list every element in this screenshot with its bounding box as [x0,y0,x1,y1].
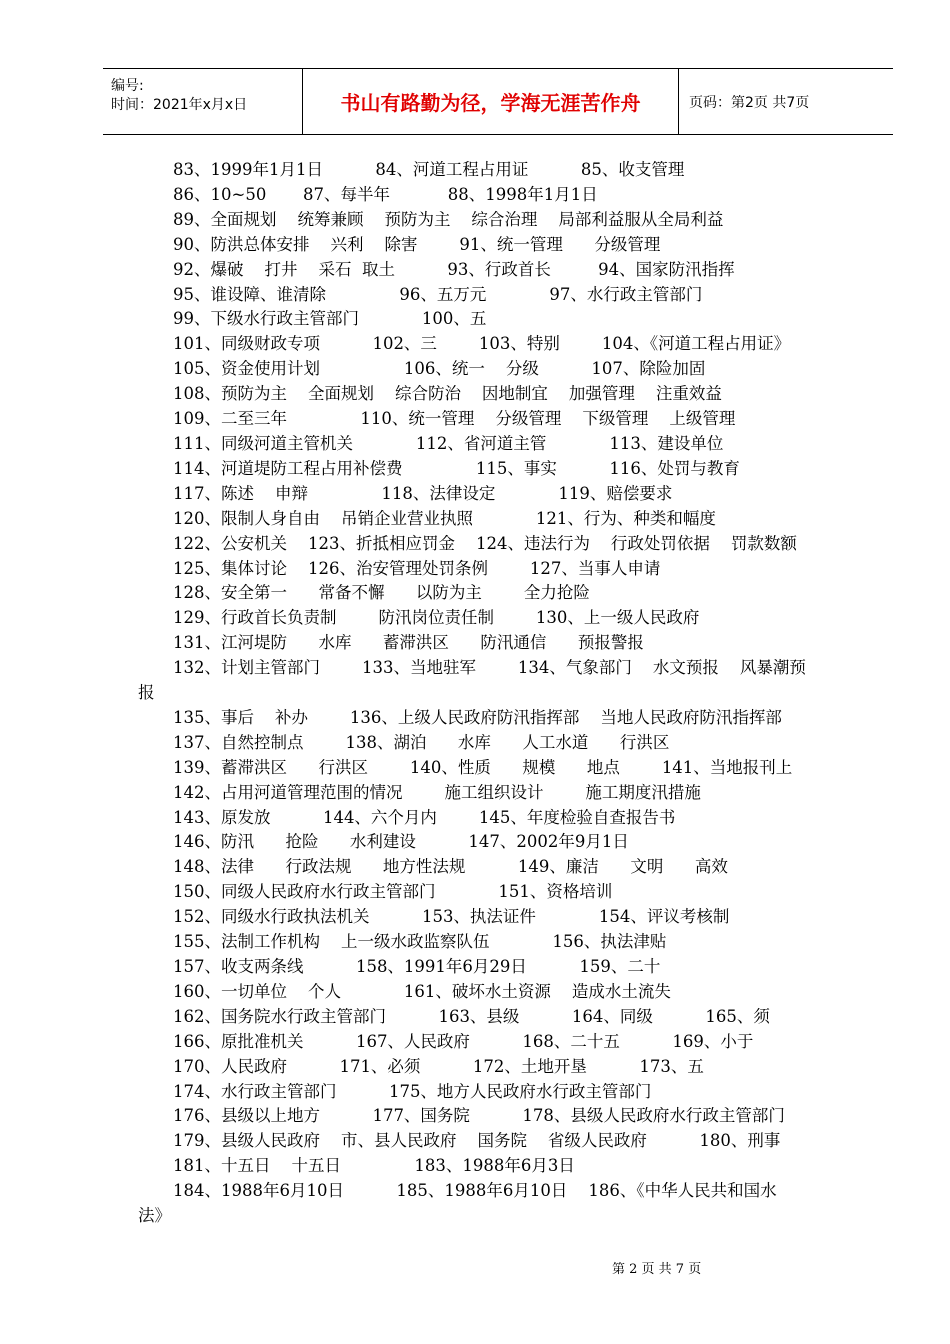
page-footer: 第 2 页 共 7 页 [612,1262,702,1277]
number-label: 编号: [111,78,144,94]
answer-line: 146、防汛 抢险 水利建设 147、2002年9月1日 [173,832,629,852]
answer-line: 170、人民政府 171、必须 172、土地开垦 173、五 [173,1056,704,1076]
motto: 书山有路勤为径，学海无涯苦作舟 [303,69,679,134]
answer-line: 157、收支两条线 158、1991年6月29日 159、二十 [173,957,661,976]
answer-line: 111、同级河道主管机关 112、省河道主管 113、建设单位 [173,433,724,453]
answer-line: 143、原发放 144、六个月内 145、年度检验自查报告书 [173,807,676,827]
answer-line: 105、资金使用计划 106、统一 分级 107、除险加固 [173,359,706,379]
answer-line: 148、法律 行政法规 地方性法规 149、廉洁 文明 高效 [173,857,728,877]
answer-line: 120、限制人身自由 吊销企业营业执照 121、行为、种类和幅度 [173,508,716,528]
answer-line: 162、国务院水行政主管部门 163、县级 164、同级 165、须 [173,1006,770,1026]
answer-line: 139、蓄滞洪区 行洪区 140、性质 规模 地点 141、当地报刊上 [173,757,793,777]
answer-line: 132、计划主管部门 133、当地驻军 134、气象部门 水文预报 风暴潮预 [173,658,806,678]
answer-line: 152、同级水行政执法机关 153、执法证件 154、评议考核制 [173,907,730,927]
answer-line: 114、河道堤防工程占用补偿费 115、事实 116、处罚与教育 [173,458,740,478]
answer-line: 95、谁设障、谁清除 96、五万元 97、水行政主管部门 [173,284,703,304]
answer-line: 184、1988年6月10日 185、1988年6月10日 186、《中华人民共和国水 [173,1181,777,1201]
page-header [103,68,893,135]
answer-line: 128、安全第一 常备不懈 以防为主 全力抢险 [173,583,590,603]
answer-line: 83、1999年1月1日 84、河道工程占用证 85、收支管理 [173,160,685,179]
answer-line: 122、公安机关 123、折抵相应罚金 124、违法行为 行政处罚依据 罚款数额 [173,533,797,553]
answer-line: 109、二至三年 110、统一管理 分级管理 下级管理 上级管理 [173,409,736,429]
page-label: 页码：第2页 共7页 [689,94,810,111]
answer-line: 176、县级以上地方 177、国务院 178、县级人民政府水行政主管部门 [173,1106,785,1126]
answer-line: 179、县级人民政府 市、县人民政府 国务院 省级人民政府 180、刑事 [173,1131,781,1151]
answer-line: 108、预防为主 全面规划 综合防治 因地制宜 加强管理 注重效益 [173,384,722,404]
answer-line: 166、原批准机关 167、人民政府 168、二十五 169、小于 [173,1031,754,1051]
header-meta [103,69,303,134]
answer-line-continued: 法》 [138,1206,171,1226]
answer-line: 101、同级财政专项 102、三 103、特别 104、《河道工程占用证》 [173,334,791,354]
answer-line: 125、集体讨论 126、治安管理处罚条例 127、当事人申请 [173,558,661,578]
answer-line: 142、占用河道管理范围的情况 施工组织设计 施工期度汛措施 [173,782,701,802]
answer-line: 174、水行政主管部门 175、地方人民政府水行政主管部门 [173,1081,652,1101]
answer-line: 160、一切单位 个人 161、破坏水土资源 造成水土流失 [173,981,671,1001]
answer-line: 86、10~50 87、每半年 88、1998年1月1日 [173,184,598,204]
answer-line: 117、陈述 申辩 118、法律设定 119、赔偿要求 [173,483,673,503]
answer-line: 135、事后 补办 136、上级人民政府防汛指挥部 当地人民政府防汛指挥部 [173,707,782,727]
answer-line: 90、防洪总体安排 兴利 除害 91、统一管理 分级管理 [173,234,661,254]
answer-line: 150、同级人民政府水行政主管部门 151、资格培训 [173,882,613,902]
answer-list [138,158,863,1229]
answer-line: 92、爆破 打井 采石 取土 93、行政首长 94、国家防汛指挥 [173,259,735,279]
answer-line: 155、法制工作机构 上一级水政监察队伍 156、执法津贴 [173,932,667,952]
date-label: 时间：2021年x月x日 [111,97,248,113]
answer-line: 137、自然控制点 138、湖泊 水库 人工水道 行洪区 [173,732,670,752]
answer-line: 129、行政首长负责制 防汛岗位责任制 130、上一级人民政府 [173,608,700,628]
answer-line: 131、江河堤防 水库 蓄滞洪区 防汛通信 预报警报 [173,633,644,653]
answer-line: 99、下级水行政主管部门 100、五 [173,309,487,329]
answer-line: 181、十五日 十五日 183、1988年6月3日 [173,1156,575,1176]
answer-line: 89、全面规划 统筹兼顾 预防为主 综合治理 局部利益服从全局利益 [173,209,724,229]
answer-line-continued: 报 [138,683,155,703]
